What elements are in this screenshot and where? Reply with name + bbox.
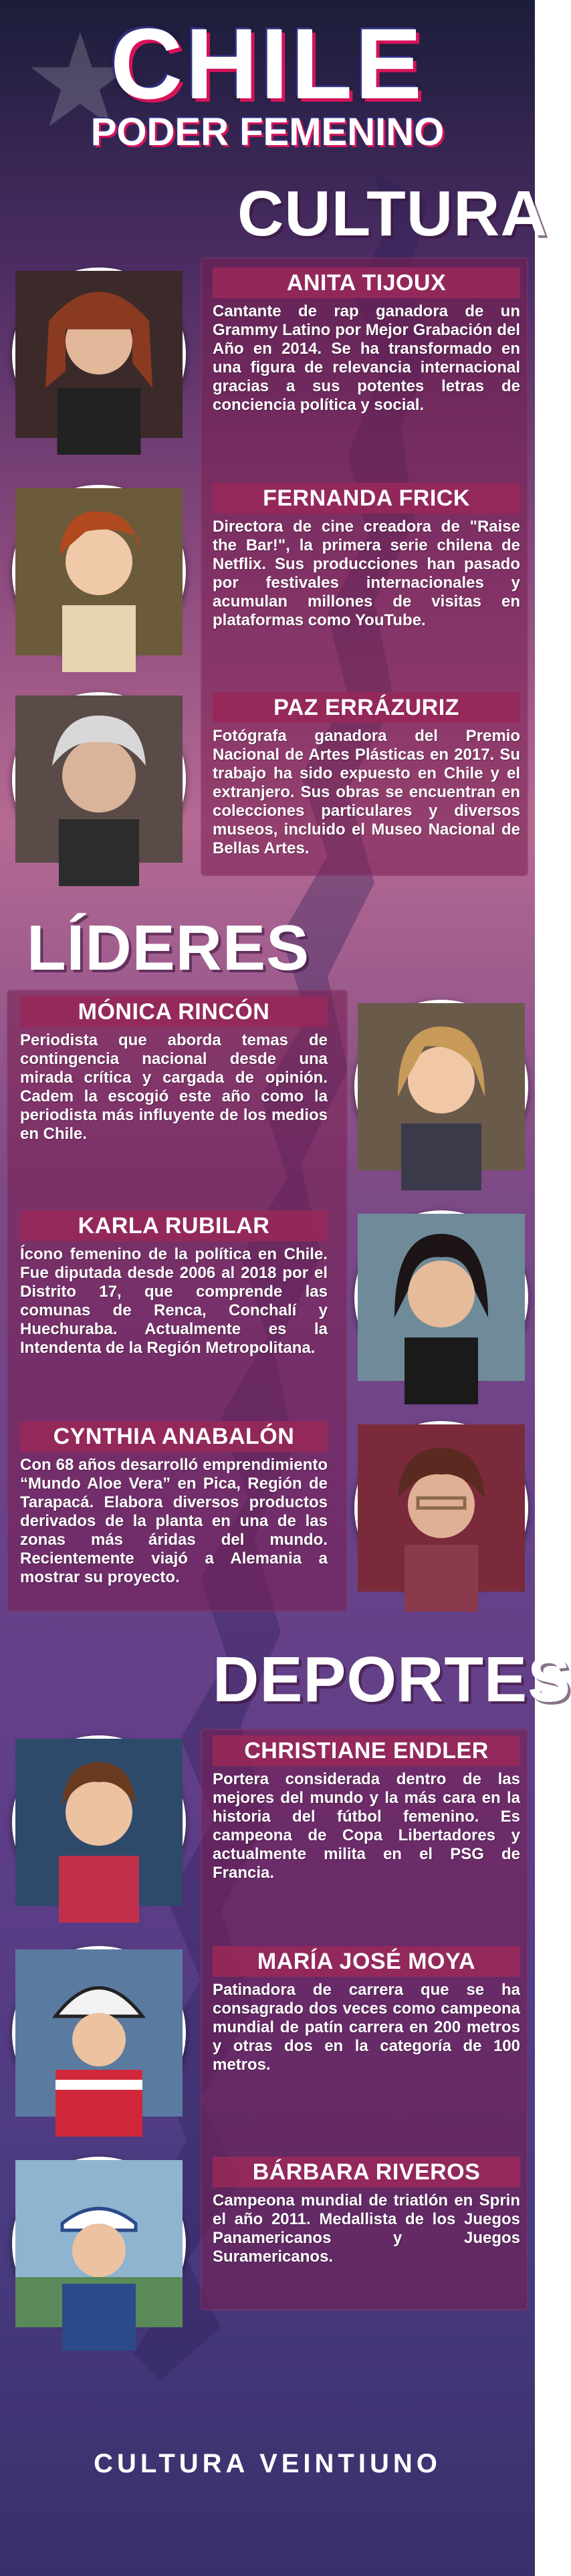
person-name: BÁRBARA RIVEROS xyxy=(213,2157,520,2187)
portrait-fernanda-frick xyxy=(12,485,186,659)
person-name: CHRISTIANE ENDLER xyxy=(213,1735,520,1766)
person-name: KARLA RUBILAR xyxy=(20,1210,328,1241)
portrait-paz-errazuriz xyxy=(12,692,186,866)
person-description: Campeona mundial de triatlón en Sprin el año 2011. Medallista de los Juegos Panamericanos y Juegos Suramericanos. xyxy=(213,2191,520,2266)
person-name: PAZ ERRÁZURIZ xyxy=(213,692,520,723)
person-name: MÓNICA RINCÓN xyxy=(20,996,328,1027)
section-heading-lideres: LÍDERES xyxy=(27,912,310,984)
person-description: Fotógrafa ganadora del Premio Nacional de Artes Plásticas en 2017. Su trabajo ha sido expuesto en Chile y el extranjero. Sus obras se encuentran en colecciones particulares y diversos museos, incluido el Museo Nacional de Bellas Artes. xyxy=(213,727,520,857)
person-name: FERNANDA FRICK xyxy=(213,483,520,514)
person-description: Ícono femenino de la política en Chile. Fue diputada desde 2006 al 2018 por el Distrito 17, que comprende las comunas de Renca, Conchalí y Huechuraba. Actualmente es la Intendenta de la Región Metropolitana. xyxy=(20,1245,328,1357)
page-subtitle: PODER FEMENINO xyxy=(90,110,445,154)
person-description: Con 68 años desarrolló emprendimiento “Mundo Aloe Vera” en Pica, Región de Tarapacá. Elabora diversos productos derivados de la planta en una de las zonas más áridas del mundo. Recientemente viajó a Alemania a mostrar su proyecto. xyxy=(20,1456,328,1586)
person-description: Cantante de rap ganadora de un Grammy Latino por Mejor Grabación del Año en 2014. Se ha transformado en una figura de relevancia internacional gracias a sus potentes letras de conciencia política y social. xyxy=(213,302,520,414)
person-name: ANITA TIJOUX xyxy=(213,267,520,298)
person-name: CYNTHIA ANABALÓN xyxy=(20,1421,328,1452)
portrait-christiane-endler xyxy=(12,1735,186,1909)
person-description: Portera considerada dentro de las mejores del mundo y la más cara en la historia del fútbol femenino. Es campeona de Copa Libertadores y actualmente milita en el PSG de Francia. xyxy=(213,1770,520,1882)
person-description: Patinadora de carrera que se ha consagrado dos veces como campeona mundial de patín carrera en 200 metros y otras dos en la categoría de 100 metros. xyxy=(213,1981,520,2074)
portrait-barbara-riveros xyxy=(12,2157,186,2331)
person-name: MARÍA JOSÉ MOYA xyxy=(213,1946,520,1977)
section-heading-deportes: DEPORTES xyxy=(213,1644,571,1715)
portrait-karla-rubilar xyxy=(354,1210,528,1384)
portrait-maria-jose-moya xyxy=(12,1946,186,2120)
person-description: Periodista que aborda temas de contingencia nacional desde una mirada crítica y cargada de opinión. Cadem la escogió este año como la periodista más influyente de los medios en Chile. xyxy=(20,1031,328,1143)
page-title: CHILE xyxy=(110,7,425,120)
portrait-anita-tijoux xyxy=(12,267,186,441)
portrait-cynthia-anabalon xyxy=(354,1421,528,1595)
person-description: Directora de cine creadora de "Raise the Bar!", la primera serie chilena de Netflix. Sus producciones han pasado por festivales internacionales y acumulan millones de visitas en plataformas como YouTube. xyxy=(213,518,520,629)
portrait-monica-rincon xyxy=(354,1000,528,1174)
section-heading-cultura: CULTURA xyxy=(237,178,548,249)
footer-brand: CULTURA VEINTIUNO xyxy=(94,2449,441,2478)
